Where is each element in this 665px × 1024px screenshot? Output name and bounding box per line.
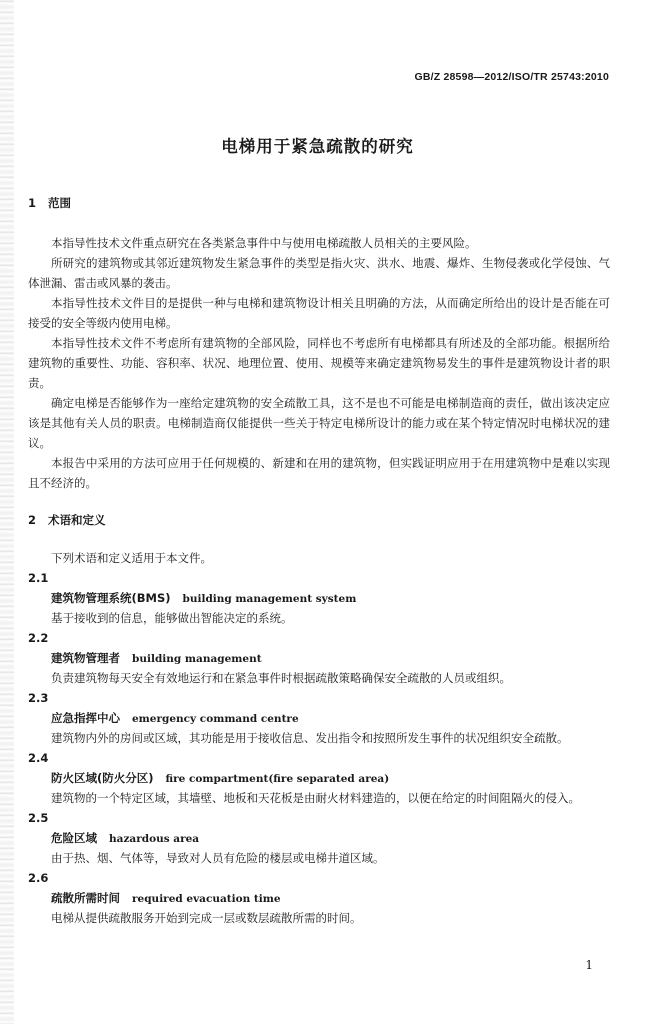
term-entry <box>28 868 610 928</box>
section-2 <box>28 510 610 530</box>
section-title: 术语和定义 <box>48 513 106 527</box>
term-zh: 危险区域 <box>51 831 97 845</box>
term-definition: 基于接收到的信息，能够做出智能决定的系统。 <box>51 611 293 625</box>
term-en: fire compartment(fire separated area) <box>165 773 390 785</box>
term-number: 2.5 <box>28 811 49 825</box>
term-entry <box>28 688 610 748</box>
section-2-body <box>28 548 610 928</box>
term-definition: 建筑物内外的房间或区域，其功能是用于接收信息、发出指令和按照所发生事件的状况组织安全疏散。 <box>51 731 569 745</box>
section-2-intro: 下列术语和定义适用于本文件。 <box>51 551 212 565</box>
paragraph: 本指导性技术文件不考虑所有建筑物的全部风险，同样也不考虑所有电梯都具有所述及的全部功能。根据所给建筑物的重要性、功能、容积率、状况、地理位置、使用、规模等来确定建筑物易发生的事件是建筑物设计者的职责。 <box>28 336 610 390</box>
term-number: 2.1 <box>28 571 49 585</box>
section-number: 2 <box>28 513 37 527</box>
term-zh: 建筑物管理系统(BMS) <box>51 591 171 605</box>
term-number: 2.2 <box>28 631 49 645</box>
term-zh: 应急指挥中心 <box>51 711 120 725</box>
paragraph: 本报告中采用的方法可应用于任何规模的、新建和在用的建筑物，但实践证明应用于在用建筑物中是难以实现且不经济的。 <box>28 456 610 490</box>
paragraph: 本指导性技术文件重点研究在各类紧急事件中与使用电梯疏散人员相关的主要风险。 <box>51 236 477 250</box>
term-number: 2.4 <box>28 751 49 765</box>
term-entry <box>28 808 610 868</box>
term-en: building management <box>132 653 262 665</box>
section-number: 1 <box>28 196 37 210</box>
term-definition: 电梯从提供疏散服务开始到完成一层或数层疏散所需的时间。 <box>51 911 362 925</box>
term-zh: 防火区域(防火分区) <box>51 771 154 785</box>
term-en: hazardous area <box>109 833 200 845</box>
term-zh: 建筑物管理者 <box>51 651 120 665</box>
page-number: 1 <box>585 958 593 972</box>
section-1 <box>28 193 610 213</box>
term-en: building management system <box>182 593 357 605</box>
section-1-heading <box>28 193 610 213</box>
page-title: 电梯用于紧急疏散的研究 <box>221 137 414 156</box>
paragraph: 本指导性技术文件目的是提供一种与电梯和建筑物设计相关且明确的方法，从而确定所给出的设计是否能在可接受的安全等级内使用电梯。 <box>28 296 610 330</box>
term-definition: 负责建筑物每天安全有效地运行和在紧急事件时根据疏散策略确保安全疏散的人员或组织。 <box>51 671 511 685</box>
term-entry <box>28 748 610 808</box>
term-definition: 建筑物的一个特定区域，其墙壁、地板和天花板是由耐火材料建造的，以便在给定的时间阻隔火的侵入。 <box>51 791 580 805</box>
standard-code: GB/Z 28598—2012/ISO/TR 25743:2010 <box>414 71 609 83</box>
term-entry <box>28 568 610 628</box>
section-title: 范围 <box>48 196 71 210</box>
paragraph: 所研究的建筑物或其邻近建筑物发生紧急事件的类型是指火灾、洪水、地震、爆炸、生物侵袭或化学侵蚀、气体泄漏、雷击或风暴的袭击。 <box>28 256 610 290</box>
term-en: required evacuation time <box>132 893 281 905</box>
section-1-body <box>28 233 610 493</box>
term-definition: 由于热、烟、气体等，导致对人员有危险的楼层或电梯井道区域。 <box>51 851 385 865</box>
term-entry <box>28 628 610 688</box>
term-zh: 疏散所需时间 <box>51 891 120 905</box>
term-en: emergency command centre <box>132 713 299 725</box>
paragraph: 确定电梯是否能够作为一座给定建筑物的安全疏散工具，这不是也不可能是电梯制造商的责任，做出该决定应该是其他有关人员的职责。电梯制造商仅能提供一些关于特定电梯所设计的能力或在某个特定情况时电梯状况的建议。 <box>28 396 610 450</box>
section-2-heading <box>28 510 610 530</box>
term-number: 2.6 <box>28 871 49 885</box>
term-number: 2.3 <box>28 691 49 705</box>
